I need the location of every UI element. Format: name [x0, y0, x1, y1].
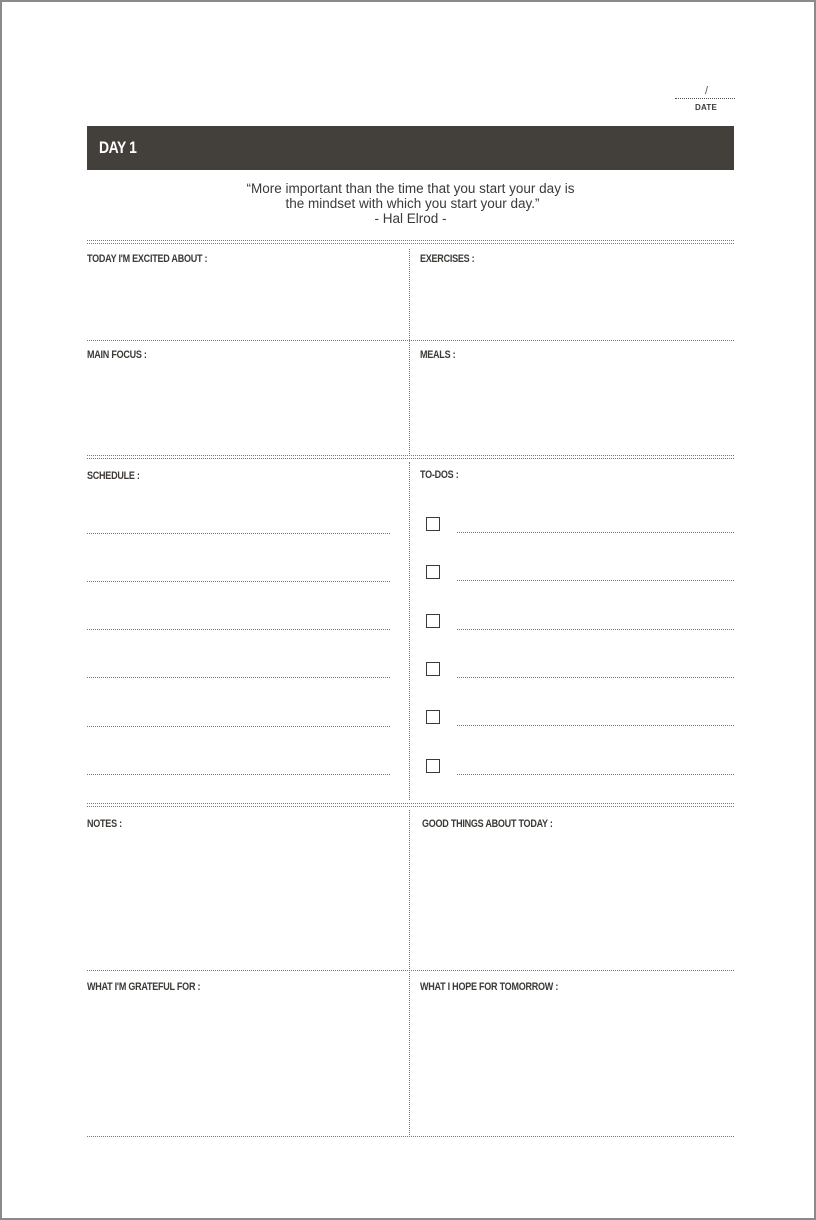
todo-line[interactable] — [457, 774, 734, 775]
divider-block3-1 — [87, 803, 734, 804]
section-label-main-focus: MAIN FOCUS : — [87, 349, 147, 361]
section-label-grateful: WHAT I'M GRATEFUL FOR : — [87, 981, 201, 993]
schedule-line[interactable] — [87, 581, 390, 582]
divider-vertical-3 — [409, 810, 410, 1135]
section-label-hope: WHAT I HOPE FOR TOMORROW : — [420, 981, 559, 993]
divider-vertical-1 — [409, 249, 410, 454]
divider-top-1 — [87, 240, 734, 241]
divider-mid-3 — [87, 970, 734, 971]
section-label-exercises: EXERCISES : — [420, 253, 475, 265]
date-field[interactable] — [675, 98, 735, 99]
section-label-good-things: GOOD THINGS ABOUT TODAY : — [422, 818, 553, 830]
divider-top-2 — [87, 243, 734, 244]
section-label-meals: MEALS : — [420, 349, 456, 361]
quote-block — [87, 181, 734, 226]
schedule-line[interactable] — [87, 774, 390, 775]
todo-line[interactable] — [457, 677, 734, 678]
day-header-band — [87, 126, 734, 170]
todo-line[interactable] — [457, 532, 734, 533]
divider-block2-1 — [87, 455, 734, 456]
todo-checkbox[interactable] — [426, 759, 440, 773]
schedule-line[interactable] — [87, 726, 390, 727]
schedule-line[interactable] — [87, 677, 390, 678]
date-slash: / — [705, 85, 709, 97]
todo-checkbox[interactable] — [426, 565, 440, 579]
todo-checkbox[interactable] — [426, 517, 440, 531]
section-label-notes: NOTES : — [87, 818, 122, 830]
schedule-line[interactable] — [87, 533, 390, 534]
quote-author: - Hal Elrod - — [374, 211, 447, 226]
divider-bottom — [87, 1136, 734, 1137]
divider-mid-1 — [87, 340, 734, 341]
schedule-line[interactable] — [87, 629, 390, 630]
quote-line-1: “More important than the time that you start your day is — [246, 181, 575, 196]
section-label-todos: TO-DOS : — [420, 469, 459, 481]
todo-line[interactable] — [457, 580, 734, 581]
todo-line[interactable] — [457, 725, 734, 726]
quote-line-2: the mindset with which you start your day.” — [285, 196, 540, 211]
todo-checkbox[interactable] — [426, 614, 440, 628]
divider-block2-2 — [87, 458, 734, 459]
divider-block3-2 — [87, 806, 734, 807]
todo-line[interactable] — [457, 629, 734, 630]
section-label-schedule: SCHEDULE : — [87, 470, 140, 482]
todo-checkbox[interactable] — [426, 662, 440, 676]
todo-checkbox[interactable] — [426, 710, 440, 724]
divider-vertical-2 — [409, 462, 410, 800]
day-title: DAY 1 — [99, 138, 137, 157]
section-label-excited: TODAY I'M EXCITED ABOUT : — [87, 253, 208, 265]
date-label: DATE — [695, 103, 717, 112]
